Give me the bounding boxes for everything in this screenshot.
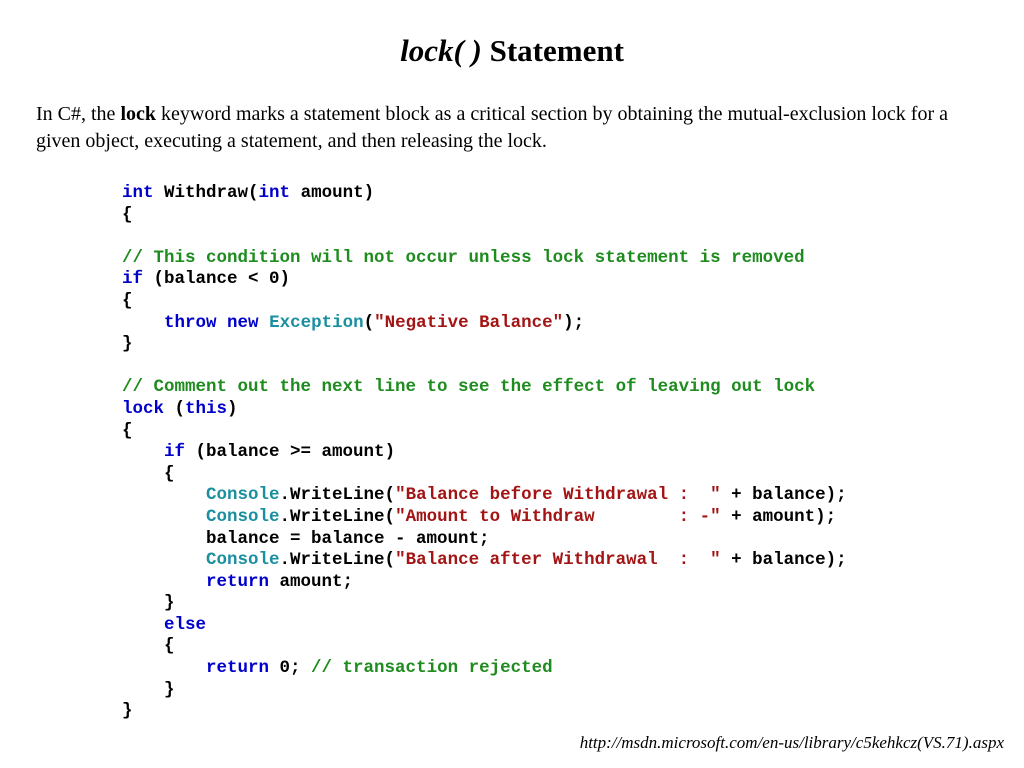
code-line	[122, 421, 847, 443]
code-token: this	[185, 398, 228, 419]
code-token: if	[164, 442, 186, 463]
code-token: "Negative Balance"	[374, 312, 564, 333]
code-line	[122, 313, 847, 335]
code-token: }	[122, 334, 133, 355]
code-token: (	[363, 312, 375, 333]
code-line	[122, 680, 847, 702]
code-token: )	[227, 398, 238, 419]
code-line	[122, 399, 847, 421]
title-rest: Statement	[489, 33, 624, 68]
code-token: }	[122, 679, 175, 700]
code-line	[122, 464, 847, 486]
code-token	[122, 507, 206, 527]
intro-after: keyword marks a statement block as a critical section by obtaining the mutual-exclusion lock for a given object, executing a statement, and then releasing the lock.	[36, 103, 948, 152]
code-line	[122, 442, 847, 464]
code-block	[122, 183, 847, 723]
code-token: int	[258, 183, 291, 203]
code-line	[122, 658, 847, 680]
code-line	[122, 615, 847, 637]
code-token: .WriteLine(	[279, 506, 396, 527]
code-token	[122, 615, 164, 635]
code-token: {	[122, 290, 133, 311]
source-url: http://msdn.microsoft.com/en-us/library/c5kehkcz(VS.71).aspx	[579, 733, 1004, 752]
code-token: "Balance before Withdrawal : "	[395, 485, 721, 506]
code-token: }	[122, 593, 175, 614]
code-line	[122, 334, 847, 356]
code-token: + balance);	[720, 485, 847, 506]
code-token: amount)	[290, 183, 375, 203]
code-token: .WriteLine(	[279, 485, 396, 506]
code-token: (	[164, 398, 186, 419]
slide-title	[0, 31, 1024, 71]
code-line	[122, 248, 847, 270]
code-token: // transaction rejected	[311, 658, 553, 679]
code-token: // This condition will not occur unless lock statement is removed	[122, 247, 805, 268]
code-token: Withdraw(	[153, 183, 259, 203]
code-line	[122, 291, 847, 313]
code-line	[122, 529, 847, 551]
code-line	[122, 550, 847, 572]
code-line	[122, 572, 847, 594]
code-token: {	[122, 204, 133, 225]
code-token: Console	[206, 506, 280, 527]
code-token: "Balance after Withdrawal : "	[395, 550, 721, 571]
code-line	[122, 226, 847, 248]
code-token: // Comment out the next line to see the effect of leaving out lock	[122, 377, 816, 398]
code-token: new	[227, 312, 259, 333]
code-token: {	[122, 463, 175, 484]
code-token: lock	[122, 398, 165, 419]
code-token: else	[164, 614, 207, 635]
code-token: amount;	[269, 571, 354, 592]
code-token: return	[206, 658, 270, 679]
code-line	[122, 356, 847, 378]
code-line	[122, 507, 847, 529]
code-token: throw	[164, 312, 217, 333]
title-keyword: lock( )	[400, 33, 482, 68]
intro-keyword: lock	[120, 103, 156, 125]
code-line	[122, 701, 847, 723]
code-token: + balance);	[720, 550, 847, 571]
code-token: {	[122, 636, 175, 657]
intro-paragraph	[36, 101, 996, 155]
code-token: Console	[206, 550, 280, 571]
code-token	[122, 313, 164, 333]
code-token	[122, 442, 164, 462]
intro-before: In C#, the	[36, 103, 121, 125]
code-token	[122, 550, 206, 570]
code-line	[122, 377, 847, 399]
code-token	[122, 485, 206, 505]
code-line	[122, 205, 847, 227]
code-token: (balance >= amount)	[185, 442, 396, 463]
code-token: Exception	[269, 312, 364, 333]
code-token: }	[122, 701, 133, 722]
code-token	[217, 313, 228, 333]
code-token	[122, 658, 206, 678]
code-line	[122, 636, 847, 658]
code-line	[122, 593, 847, 615]
code-token: int	[122, 183, 154, 203]
code-token: {	[122, 420, 133, 441]
code-token: balance = balance - amount;	[122, 528, 490, 549]
code-token: + amount);	[720, 506, 837, 527]
code-token: .WriteLine(	[279, 550, 396, 571]
code-token: return	[206, 571, 270, 592]
code-line	[122, 485, 847, 507]
code-token: 0;	[269, 658, 312, 679]
code-token: Console	[206, 485, 280, 506]
code-line	[122, 269, 847, 291]
code-token: );	[563, 312, 585, 333]
code-token: if	[122, 269, 144, 290]
code-line	[122, 183, 847, 205]
code-token	[122, 572, 206, 592]
code-token	[259, 313, 270, 333]
code-token: (balance < 0)	[143, 269, 291, 290]
code-token: "Amount to Withdraw : -"	[395, 506, 721, 527]
